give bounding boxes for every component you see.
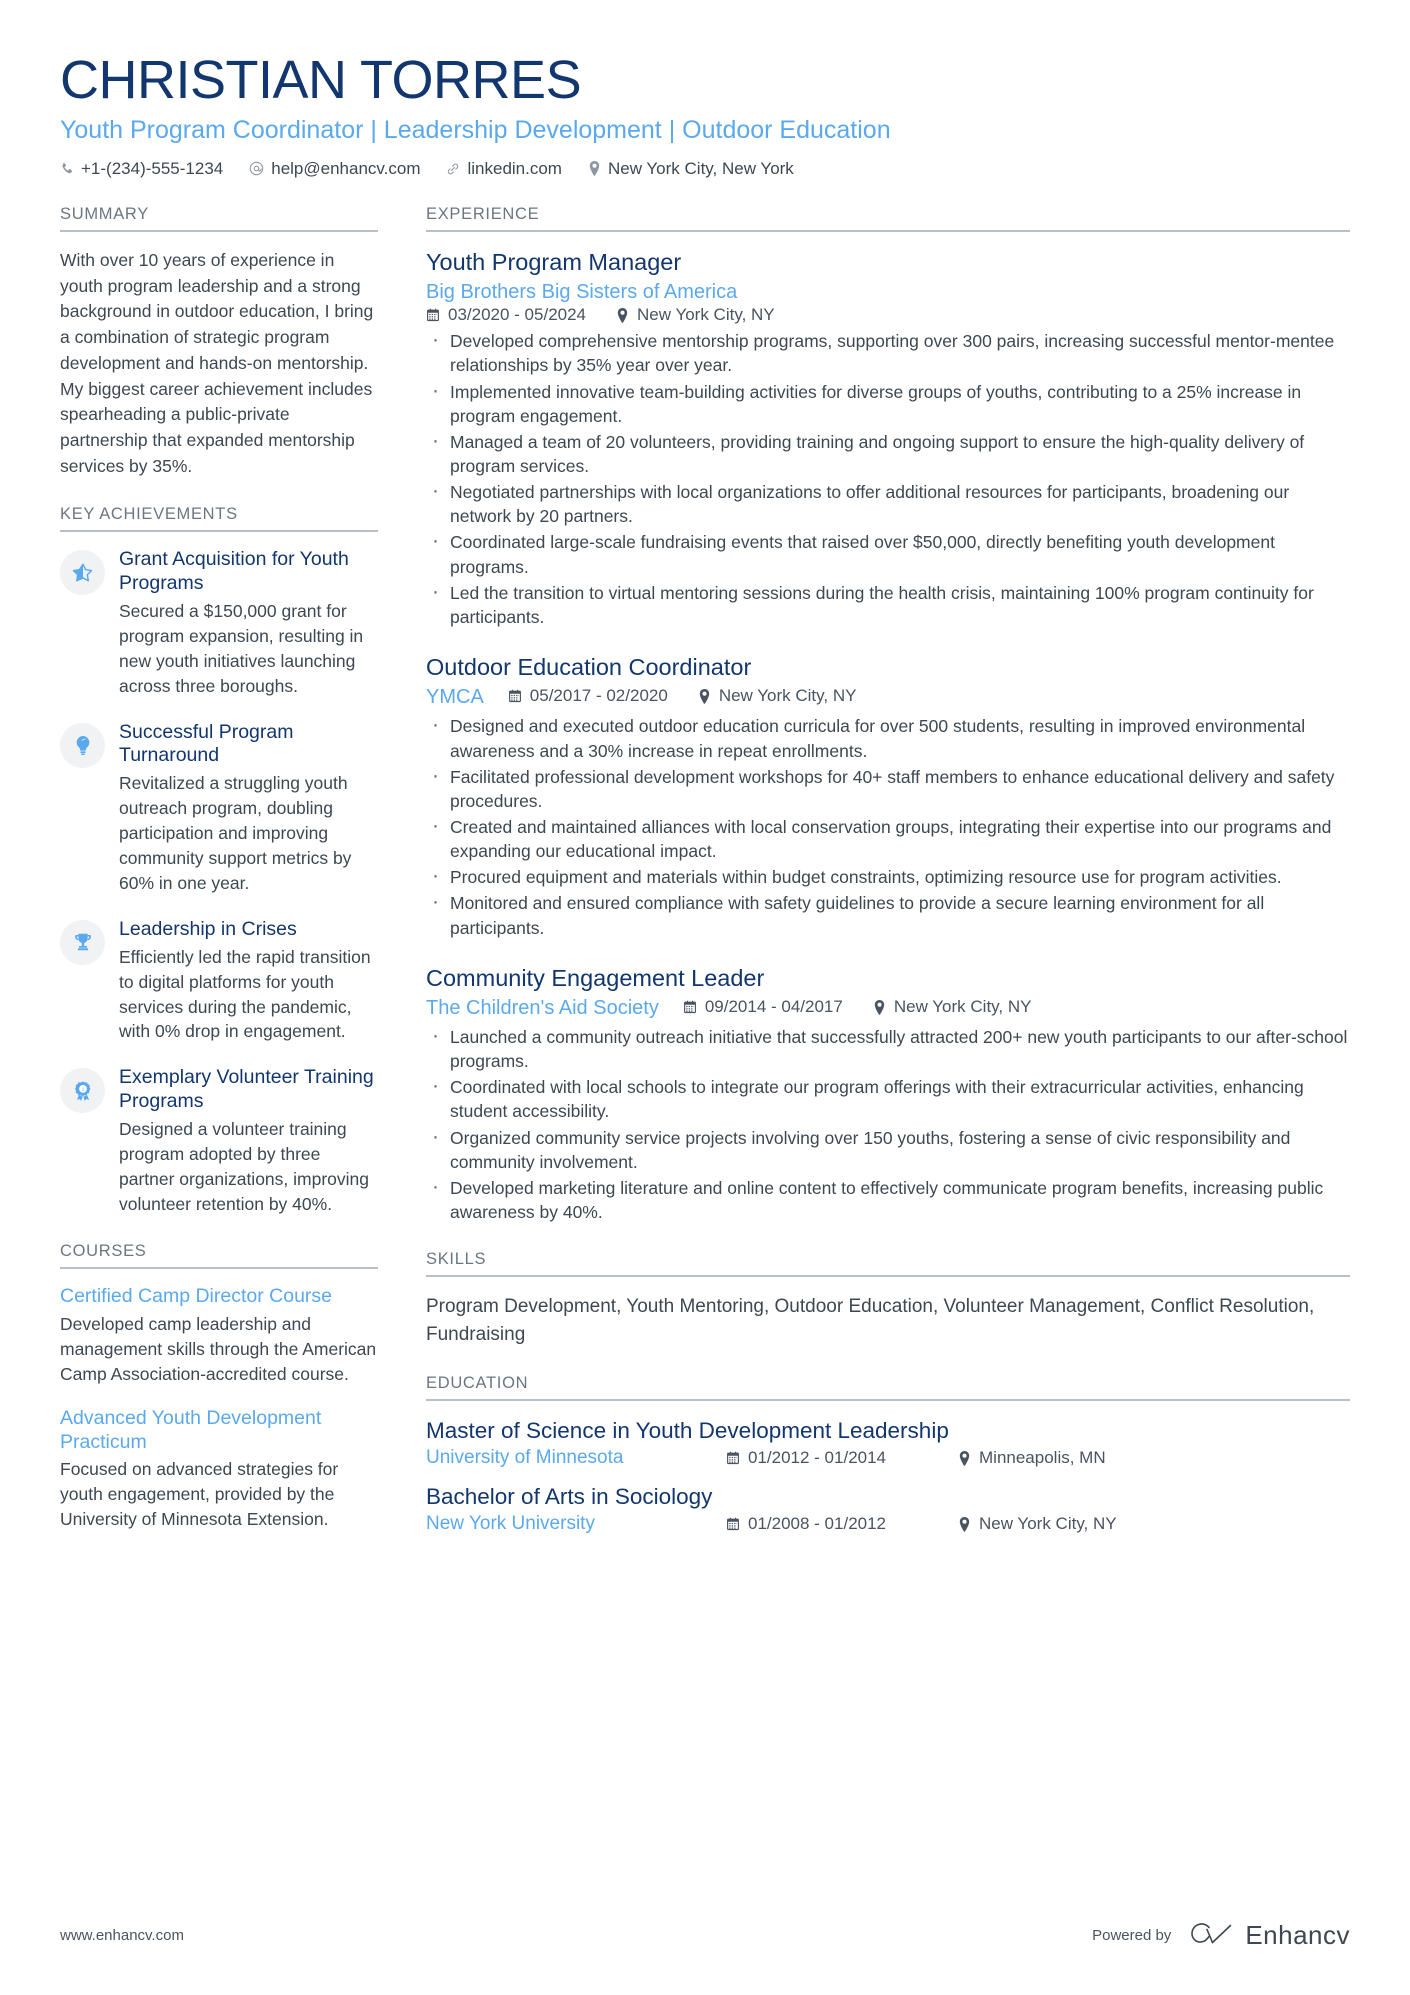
- achievement-body: [119, 721, 378, 896]
- education-school[interactable]: New York University: [426, 1513, 595, 1535]
- resume-body: [60, 205, 1350, 1562]
- job-meta: [508, 686, 857, 706]
- job-date: [508, 686, 668, 706]
- contact-email[interactable]: [249, 159, 420, 179]
- job-bullet: · Developed marketing literature and online content to effectively communicate program benefits, increasing public awareness by 40%.: [426, 1176, 1350, 1224]
- job-location-text: New York City, NY: [637, 305, 775, 325]
- job-location-text: New York City, NY: [718, 686, 857, 706]
- job-meta: [426, 305, 1350, 325]
- job-bullet: · Organized community service projects involving over 150 youths, fostering a sense of civic responsibility and community involvement.: [426, 1126, 1350, 1174]
- job-bullet: · Managed a team of 20 volunteers, providing training and ongoing support to ensure the high-quality delivery of program services.: [426, 430, 1350, 478]
- section-courses: [60, 1242, 378, 1531]
- phone-icon: [60, 162, 74, 176]
- education-location-text: Minneapolis, MN: [979, 1448, 1106, 1468]
- left-column: [60, 205, 378, 1558]
- achievement-body: [119, 918, 378, 1045]
- education-date-text: 01/2012 - 01/2014: [748, 1448, 887, 1468]
- skills-heading: SKILLS: [426, 1250, 1350, 1277]
- enhancv-wordmark: Enhancv: [1245, 1920, 1350, 1950]
- achievement-item: [60, 1066, 378, 1216]
- right-column: [426, 205, 1350, 1562]
- achievement-title: Exemplary Volunteer Training Programs: [119, 1066, 374, 1112]
- key-achievements-heading: KEY ACHIEVEMENTS: [60, 505, 378, 532]
- achievement-item: [60, 548, 378, 698]
- award-ribbon-icon: [60, 1068, 105, 1113]
- link-icon: [446, 162, 460, 176]
- job-company[interactable]: The Children's Aid Society: [426, 997, 659, 1020]
- job-location-text: New York City, NY: [893, 997, 1032, 1017]
- experience-item: [426, 248, 1350, 629]
- contact-phone[interactable]: [60, 159, 223, 179]
- resume-header: [60, 52, 1350, 179]
- experience-heading: EXPERIENCE: [426, 205, 1350, 232]
- section-education: [426, 1374, 1350, 1535]
- education-item: [426, 1417, 1350, 1469]
- achievement-description: Efficiently led the rapid transition to digital platforms for youth services during the pandemic, with 0% drop in engagement.: [119, 946, 371, 1042]
- footer-brand: [1092, 1920, 1350, 1951]
- achievement-item: [60, 721, 378, 896]
- candidate-name: CHRISTIAN TORRES: [60, 50, 582, 110]
- powered-by-label: Powered by: [1092, 1927, 1172, 1944]
- calendar-icon: [426, 308, 440, 322]
- job-date: [426, 305, 586, 325]
- job-title: Community Engagement Leader: [426, 964, 765, 991]
- course-item: [60, 1407, 378, 1531]
- job-bullet: · Monitored and ensured compliance with safety guidelines to provide a secure learning environment for all participants.: [426, 891, 1350, 939]
- course-description: Focused on advanced strategies for youth engagement, provided by the University of Minnesota Extension.: [60, 1459, 339, 1529]
- job-bullet: · Implemented innovative team-building activities for diverse groups of youths, contributing to a 25% increase in program engagement.: [426, 380, 1350, 428]
- education-degree: Bachelor of Arts in Sociology: [426, 1484, 713, 1510]
- education-degree: Master of Science in Youth Development Leadership: [426, 1418, 949, 1444]
- course-item: [60, 1285, 378, 1386]
- achievement-description: Revitalized a struggling youth outreach program, doubling participation and improving community support metrics by 60% in one year.: [119, 773, 352, 893]
- trophy-icon: [60, 920, 105, 965]
- contact-phone-text: +1-(234)-555-1234: [81, 158, 224, 178]
- location-pin-icon: [958, 1451, 971, 1466]
- contact-linkedin[interactable]: [446, 159, 562, 179]
- job-title: Outdoor Education Coordinator: [426, 654, 752, 680]
- contact-email-text: help@enhancv.com: [271, 158, 421, 178]
- courses-heading: COURSES: [60, 1242, 378, 1269]
- job-company-meta-row: [426, 996, 1350, 1021]
- location-pin-icon: [588, 161, 601, 176]
- job-date-text: 05/2017 - 02/2020: [529, 686, 668, 706]
- education-school[interactable]: University of Minnesota: [426, 1447, 624, 1469]
- job-bullets: [426, 1025, 1350, 1224]
- job-bullet: · Led the transition to virtual mentoring sessions during the health crisis, maintaining 100% program continuity for participants.: [426, 581, 1350, 629]
- job-date-text: 03/2020 - 05/2024: [448, 305, 587, 325]
- contact-location-text: New York City, New York: [607, 158, 794, 178]
- enhancv-logo: [1189, 1920, 1350, 1951]
- job-location: [616, 305, 775, 325]
- enhancv-mark-icon: [1189, 1921, 1235, 1951]
- job-location: [698, 686, 857, 706]
- education-date-text: 01/2008 - 01/2012: [748, 1514, 887, 1534]
- job-location: [873, 997, 1032, 1017]
- section-experience: [426, 205, 1350, 1224]
- calendar-icon: [508, 689, 522, 703]
- calendar-icon: [726, 1451, 740, 1465]
- job-bullet: · Facilitated professional development workshops for 40+ staff members to enhance educational delivery and safety procedures.: [426, 765, 1350, 813]
- star-icon: [60, 550, 105, 595]
- job-company[interactable]: YMCA: [426, 686, 484, 709]
- location-pin-icon: [698, 689, 711, 704]
- resume-footer: [60, 1920, 1350, 1951]
- experience-item: [426, 964, 1350, 1225]
- job-bullets: [426, 329, 1350, 629]
- summary-text: With over 10 years of experience in youth program leadership and a strong background in outdoor education, I bring a combination of strategic program development and hands-on mentorship. My biggest career achievement includes spearheading a public-private partnership that expanded mentorship services by 35%.: [60, 249, 374, 476]
- achievement-description: Secured a $150,000 grant for program expansion, resulting in new youth initiatives launching across three boroughs.: [119, 601, 364, 696]
- location-pin-icon: [873, 1000, 886, 1015]
- achievement-item: [60, 918, 378, 1045]
- footer-website[interactable]: www.enhancv.com: [60, 1927, 184, 1944]
- job-title: Youth Program Manager: [426, 248, 682, 275]
- job-date: [683, 997, 843, 1017]
- calendar-icon: [726, 1517, 740, 1531]
- contact-location: [588, 159, 794, 179]
- course-title: Certified Camp Director Course: [60, 1285, 333, 1308]
- skills-text: Program Development, Youth Mentoring, Outdoor Education, Volunteer Management, Conflict Resolution, Fundraising: [426, 1296, 1315, 1345]
- job-bullet: · Created and maintained alliances with local conservation groups, integrating their expertise into our programs and expanding our educational impact.: [426, 815, 1350, 863]
- candidate-headline: Youth Program Coordinator | Leadership Development | Outdoor Education: [60, 115, 891, 144]
- achievement-title: Grant Acquisition for Youth Programs: [119, 548, 349, 594]
- course-title: Advanced Youth Development Practicum: [60, 1407, 322, 1453]
- location-pin-icon: [958, 1517, 971, 1532]
- education-date: [726, 1514, 958, 1534]
- experience-item: [426, 653, 1350, 940]
- job-date-text: 09/2014 - 04/2017: [704, 997, 843, 1017]
- education-meta: [426, 1513, 1350, 1535]
- job-bullet: · Negotiated partnerships with local organizations to offer additional resources for participants, broadening our network by 20 partners.: [426, 480, 1350, 528]
- achievement-title: Leadership in Crises: [119, 917, 297, 940]
- location-pin-icon: [616, 308, 629, 323]
- education-date: [726, 1448, 958, 1468]
- email-icon: [249, 161, 264, 176]
- achievement-body: [119, 548, 378, 698]
- job-bullet: · Launched a community outreach initiative that successfully attracted 200+ new youth participants to our after-school programs.: [426, 1025, 1350, 1073]
- education-meta: [426, 1447, 1350, 1469]
- contact-bar: [60, 159, 1350, 179]
- education-location: [958, 1514, 1117, 1534]
- section-key-achievements: [60, 505, 378, 1216]
- education-item: [426, 1483, 1350, 1535]
- svg-text:1: 1: [81, 1087, 84, 1093]
- education-location-text: New York City, NY: [979, 1514, 1117, 1534]
- education-heading: EDUCATION: [426, 1374, 1350, 1401]
- achievement-body: [119, 1066, 378, 1216]
- achievement-title: Successful Program Turnaround: [119, 720, 294, 766]
- lightbulb-icon: [60, 723, 105, 768]
- section-skills: [426, 1250, 1350, 1348]
- job-bullets: [426, 714, 1350, 939]
- job-bullet: · Coordinated with local schools to integrate our program offerings with their extracurricular activities, enhancing student accessibility.: [426, 1075, 1350, 1123]
- calendar-icon: [683, 1000, 697, 1014]
- course-description: Developed camp leadership and management skills through the American Camp Association-accredited course.: [60, 1313, 377, 1384]
- job-bullet: · Designed and executed outdoor education curricula for over 500 students, resulting in improved environmental awareness and a 30% increase in repeat enrollments.: [426, 714, 1350, 762]
- education-location: [958, 1448, 1106, 1468]
- job-meta: [683, 997, 1032, 1017]
- job-company-meta-row: [426, 685, 1350, 710]
- job-bullet: · Coordinated large-scale fundraising events that raised over $50,000, directly benefiting youth development programs.: [426, 530, 1350, 578]
- achievement-description: Designed a volunteer training program adopted by three partner organizations, improving volunteer retention by 40%.: [119, 1119, 369, 1214]
- job-bullet: · Developed comprehensive mentorship programs, supporting over 300 pairs, increasing successful mentor-mentee relationships by 35% year over year.: [426, 329, 1350, 377]
- section-summary: [60, 205, 378, 479]
- job-company[interactable]: Big Brothers Big Sisters of America: [426, 281, 738, 304]
- summary-heading: SUMMARY: [60, 205, 378, 232]
- contact-linkedin-text: linkedin.com: [467, 158, 562, 178]
- job-bullet: · Procured equipment and materials within budget constraints, optimizing resource use for program activities.: [426, 865, 1350, 889]
